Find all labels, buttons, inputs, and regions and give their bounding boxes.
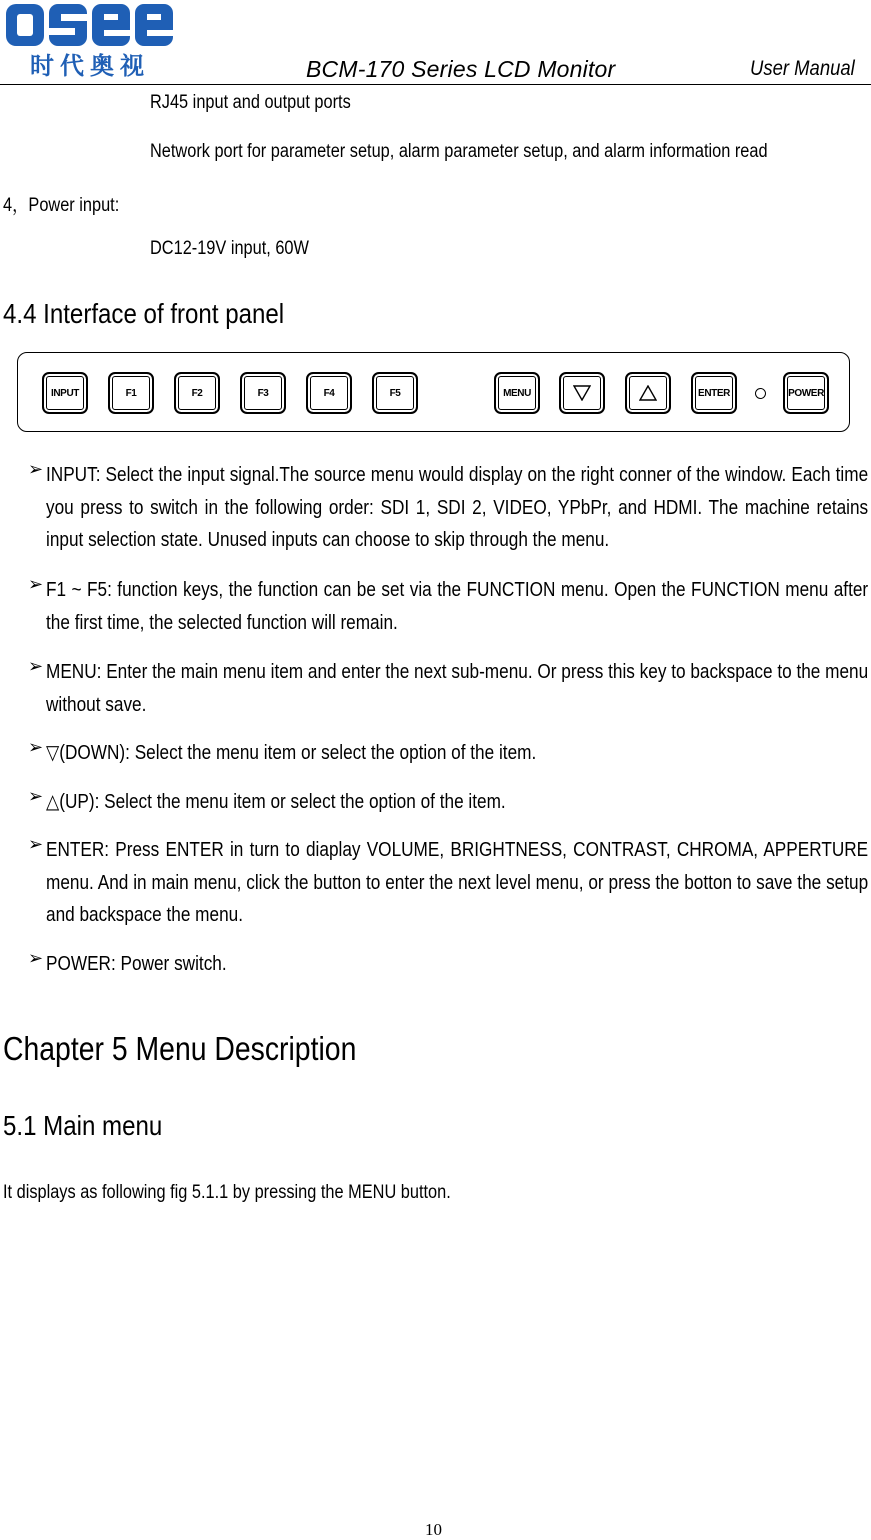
dc-input-line: DC12-19V input, 60W [150, 238, 309, 259]
document-title: BCM-170 Series LCD Monitor [306, 56, 616, 82]
page-number: 10 [425, 1520, 442, 1539]
bullet-text: ▽(DOWN): Select the menu item or select the option of the item. [46, 742, 537, 764]
rj45-line: RJ45 input and output ports [150, 92, 351, 113]
f5-key: F5 [372, 372, 418, 414]
bullet-arrow-icon: ➢ [28, 737, 44, 757]
f2-key: F2 [174, 372, 220, 414]
bullet-text: F1 ~ F5: function keys, the function can be set via the FUNCTION menu. Open the FUNCTION menu after the first time, the selected function will remain. [46, 579, 869, 634]
osee-logo [4, 2, 176, 78]
header-rule [0, 84, 871, 85]
f1-key: F1 [108, 372, 154, 414]
power-key: POWER [783, 372, 829, 414]
bullet-arrow-icon: ➢ [28, 834, 44, 854]
section-5-1-body: It displays as following fig 5.1.1 by pressing the MENU button. [3, 1182, 451, 1203]
down-key [559, 372, 605, 414]
up-arrow-icon [639, 385, 657, 401]
bullet-text: MENU: Enter the main menu item and enter the next sub-menu. Or press this key to backspace to the menu without save. [46, 661, 869, 716]
network-line: Network port for parameter setup, alarm parameter setup, and alarm information read [150, 141, 768, 162]
bullet-arrow-icon: ➢ [28, 656, 44, 676]
bullet-text: POWER: Power switch. [46, 953, 227, 975]
bullet-arrow-icon: ➢ [28, 786, 44, 806]
power-led [755, 388, 766, 399]
svg-text:时代奥视: 时代奥视 [30, 52, 150, 78]
bullet-text: INPUT: Select the input signal.The source menu would display on the right conner of the window. Each time you press to switch in the following order: SDI 1, SDI 2, VIDEO, YPbPr, and HDMI. The machine retains input selection state. Unused inputs can choose to skip through the menu. [46, 464, 869, 551]
f3-key: F3 [240, 372, 286, 414]
section-4-4-title: 4.4 Interface of front panel [3, 298, 285, 329]
bullet-arrow-icon: ➢ [28, 459, 44, 479]
enter-key: ENTER [691, 372, 737, 414]
bullet-text: ENTER: Press ENTER in turn to diaplay VOLUME, BRIGHTNESS, CONTRAST, CHROMA, APPERTURE menu. And in main menu, click the button to enter the next level menu, or press the botton to save the setup and backspace the menu. [46, 839, 869, 926]
bullet-arrow-icon: ➢ [28, 574, 44, 594]
power-input-heading: 4，Power input: [3, 195, 120, 216]
chapter-5-title: Chapter 5 Menu Description [3, 1030, 357, 1067]
menu-key: MENU [494, 372, 540, 414]
down-arrow-icon [573, 385, 591, 401]
front-panel-diagram [17, 352, 850, 432]
f4-key: F4 [306, 372, 352, 414]
bullet-arrow-icon: ➢ [28, 948, 44, 968]
bullet-text: △(UP): Select the menu item or select the option of the item. [46, 791, 506, 813]
up-key [625, 372, 671, 414]
section-5-1-title: 5.1 Main menu [3, 1110, 163, 1141]
input-key: INPUT [42, 372, 88, 414]
manual-label: User Manual [750, 57, 855, 80]
